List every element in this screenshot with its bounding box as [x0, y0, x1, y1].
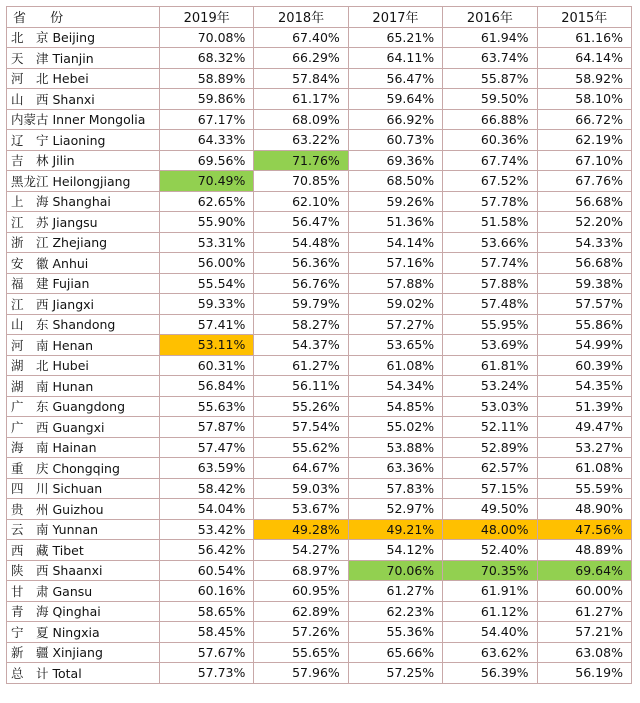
value-cell: 56.84%: [160, 376, 254, 397]
table-row: [7, 417, 632, 438]
province-cell: 内蒙古 Inner Mongolia: [7, 109, 160, 130]
value-cell: 67.52%: [443, 171, 537, 192]
value-cell: 68.50%: [348, 171, 442, 192]
value-cell: 57.67%: [160, 642, 254, 663]
table-row: [7, 642, 632, 663]
table-row: [7, 355, 632, 376]
value-cell: 59.64%: [348, 89, 442, 110]
value-cell: 70.06%: [348, 560, 442, 581]
value-cell: 57.88%: [348, 273, 442, 294]
value-cell: 60.73%: [348, 130, 442, 151]
province-cell: 广 东 Guangdong: [7, 396, 160, 417]
province-cell: 西 藏 Tibet: [7, 540, 160, 561]
value-cell: 55.02%: [348, 417, 442, 438]
header-row: [7, 7, 632, 28]
value-cell: 55.86%: [537, 314, 631, 335]
value-cell: 67.74%: [443, 150, 537, 171]
value-cell: 67.17%: [160, 109, 254, 130]
value-cell: 62.57%: [443, 458, 537, 479]
value-cell: 58.45%: [160, 622, 254, 643]
province-cell: 四 川 Sichuan: [7, 478, 160, 499]
table-row: [7, 663, 632, 684]
value-cell: 57.48%: [443, 294, 537, 315]
value-cell: 54.40%: [443, 622, 537, 643]
value-cell: 56.11%: [254, 376, 348, 397]
province-cell: 宁 夏 Ningxia: [7, 622, 160, 643]
table-row: [7, 581, 632, 602]
table-row: [7, 191, 632, 212]
table-body: [7, 27, 632, 683]
value-cell: 53.31%: [160, 232, 254, 253]
table-row: [7, 458, 632, 479]
value-cell: 56.19%: [537, 663, 631, 684]
value-cell: 54.35%: [537, 376, 631, 397]
value-cell: 68.97%: [254, 560, 348, 581]
province-cell: 重 庆 Chongqing: [7, 458, 160, 479]
value-cell: 60.95%: [254, 581, 348, 602]
value-cell: 57.16%: [348, 253, 442, 274]
value-cell: 63.62%: [443, 642, 537, 663]
value-cell: 57.15%: [443, 478, 537, 499]
value-cell: 60.39%: [537, 355, 631, 376]
value-cell: 57.74%: [443, 253, 537, 274]
value-cell: 57.25%: [348, 663, 442, 684]
value-cell: 55.62%: [254, 437, 348, 458]
table-row: [7, 622, 632, 643]
value-cell: 53.69%: [443, 335, 537, 356]
value-cell: 48.89%: [537, 540, 631, 561]
value-cell: 53.11%: [160, 335, 254, 356]
value-cell: 51.58%: [443, 212, 537, 233]
value-cell: 61.91%: [443, 581, 537, 602]
value-cell: 55.87%: [443, 68, 537, 89]
province-cell: 吉 林 Jilin: [7, 150, 160, 171]
value-cell: 54.99%: [537, 335, 631, 356]
value-cell: 66.72%: [537, 109, 631, 130]
province-cell: 江 苏 Jiangsu: [7, 212, 160, 233]
value-cell: 55.54%: [160, 273, 254, 294]
value-cell: 70.08%: [160, 27, 254, 48]
province-cell: 江 西 Jiangxi: [7, 294, 160, 315]
value-cell: 58.27%: [254, 314, 348, 335]
value-cell: 56.00%: [160, 253, 254, 274]
value-cell: 53.88%: [348, 437, 442, 458]
province-cell: 广 西 Guangxi: [7, 417, 160, 438]
value-cell: 62.10%: [254, 191, 348, 212]
province-cell: 北 京 Beijing: [7, 27, 160, 48]
table-row: [7, 89, 632, 110]
value-cell: 49.50%: [443, 499, 537, 520]
table-container: [6, 6, 632, 684]
value-cell: 58.89%: [160, 68, 254, 89]
table-row: [7, 499, 632, 520]
value-cell: 68.32%: [160, 48, 254, 69]
table-row: [7, 130, 632, 151]
province-cell: 贵 州 Guizhou: [7, 499, 160, 520]
value-cell: 54.14%: [348, 232, 442, 253]
value-cell: 57.87%: [160, 417, 254, 438]
province-cell: 新 疆 Xinjiang: [7, 642, 160, 663]
value-cell: 52.89%: [443, 437, 537, 458]
value-cell: 60.16%: [160, 581, 254, 602]
value-cell: 54.27%: [254, 540, 348, 561]
value-cell: 54.12%: [348, 540, 442, 561]
province-cell: 安 徽 Anhui: [7, 253, 160, 274]
value-cell: 49.47%: [537, 417, 631, 438]
value-cell: 59.02%: [348, 294, 442, 315]
value-cell: 61.08%: [537, 458, 631, 479]
value-cell: 57.73%: [160, 663, 254, 684]
value-cell: 59.03%: [254, 478, 348, 499]
value-cell: 59.79%: [254, 294, 348, 315]
value-cell: 53.65%: [348, 335, 442, 356]
value-cell: 62.89%: [254, 601, 348, 622]
header-province: 省 份: [7, 7, 160, 28]
value-cell: 61.27%: [254, 355, 348, 376]
value-cell: 71.76%: [254, 150, 348, 171]
table-row: [7, 335, 632, 356]
value-cell: 59.38%: [537, 273, 631, 294]
value-cell: 65.21%: [348, 27, 442, 48]
value-cell: 62.19%: [537, 130, 631, 151]
province-cell: 湖 北 Hubei: [7, 355, 160, 376]
value-cell: 57.78%: [443, 191, 537, 212]
table-row: [7, 212, 632, 233]
value-cell: 54.85%: [348, 396, 442, 417]
value-cell: 62.23%: [348, 601, 442, 622]
value-cell: 55.63%: [160, 396, 254, 417]
table-row: [7, 27, 632, 48]
value-cell: 53.66%: [443, 232, 537, 253]
table-row: [7, 294, 632, 315]
value-cell: 66.88%: [443, 109, 537, 130]
value-cell: 62.65%: [160, 191, 254, 212]
table-row: [7, 601, 632, 622]
value-cell: 49.28%: [254, 519, 348, 540]
value-cell: 66.29%: [254, 48, 348, 69]
province-cell: 山 西 Shanxi: [7, 89, 160, 110]
value-cell: 57.96%: [254, 663, 348, 684]
value-cell: 53.42%: [160, 519, 254, 540]
table-row: [7, 253, 632, 274]
header-2017: 2017年: [348, 7, 442, 28]
value-cell: 56.42%: [160, 540, 254, 561]
value-cell: 56.68%: [537, 191, 631, 212]
value-cell: 61.12%: [443, 601, 537, 622]
value-cell: 54.04%: [160, 499, 254, 520]
value-cell: 63.74%: [443, 48, 537, 69]
data-table: [6, 6, 632, 684]
value-cell: 53.67%: [254, 499, 348, 520]
value-cell: 53.03%: [443, 396, 537, 417]
table-row: [7, 109, 632, 130]
value-cell: 56.36%: [254, 253, 348, 274]
value-cell: 67.10%: [537, 150, 631, 171]
value-cell: 58.92%: [537, 68, 631, 89]
value-cell: 52.20%: [537, 212, 631, 233]
value-cell: 52.97%: [348, 499, 442, 520]
header-2016: 2016年: [443, 7, 537, 28]
value-cell: 69.64%: [537, 560, 631, 581]
province-cell: 云 南 Yunnan: [7, 519, 160, 540]
value-cell: 56.39%: [443, 663, 537, 684]
value-cell: 68.09%: [254, 109, 348, 130]
value-cell: 65.66%: [348, 642, 442, 663]
value-cell: 55.95%: [443, 314, 537, 335]
province-cell: 陕 西 Shaanxi: [7, 560, 160, 581]
value-cell: 59.26%: [348, 191, 442, 212]
value-cell: 67.76%: [537, 171, 631, 192]
value-cell: 61.08%: [348, 355, 442, 376]
table-row: [7, 171, 632, 192]
value-cell: 64.14%: [537, 48, 631, 69]
value-cell: 60.36%: [443, 130, 537, 151]
value-cell: 59.33%: [160, 294, 254, 315]
province-cell: 福 建 Fujian: [7, 273, 160, 294]
table-row: [7, 48, 632, 69]
province-cell: 河 南 Henan: [7, 335, 160, 356]
province-cell: 总 计 Total: [7, 663, 160, 684]
value-cell: 70.85%: [254, 171, 348, 192]
value-cell: 60.00%: [537, 581, 631, 602]
value-cell: 59.86%: [160, 89, 254, 110]
value-cell: 52.40%: [443, 540, 537, 561]
value-cell: 66.92%: [348, 109, 442, 130]
value-cell: 54.34%: [348, 376, 442, 397]
value-cell: 57.84%: [254, 68, 348, 89]
value-cell: 56.47%: [348, 68, 442, 89]
value-cell: 67.40%: [254, 27, 348, 48]
value-cell: 69.36%: [348, 150, 442, 171]
value-cell: 60.54%: [160, 560, 254, 581]
value-cell: 53.24%: [443, 376, 537, 397]
header-2015: 2015年: [537, 7, 631, 28]
table-row: [7, 560, 632, 581]
province-cell: 黑龙江 Heilongjiang: [7, 171, 160, 192]
value-cell: 56.47%: [254, 212, 348, 233]
value-cell: 57.57%: [537, 294, 631, 315]
value-cell: 51.39%: [537, 396, 631, 417]
value-cell: 63.59%: [160, 458, 254, 479]
value-cell: 58.10%: [537, 89, 631, 110]
header-2018: 2018年: [254, 7, 348, 28]
value-cell: 64.67%: [254, 458, 348, 479]
value-cell: 47.56%: [537, 519, 631, 540]
value-cell: 52.11%: [443, 417, 537, 438]
value-cell: 55.90%: [160, 212, 254, 233]
value-cell: 61.27%: [537, 601, 631, 622]
value-cell: 55.36%: [348, 622, 442, 643]
value-cell: 57.83%: [348, 478, 442, 499]
value-cell: 58.42%: [160, 478, 254, 499]
value-cell: 64.11%: [348, 48, 442, 69]
value-cell: 57.54%: [254, 417, 348, 438]
table-row: [7, 540, 632, 561]
table-row: [7, 273, 632, 294]
value-cell: 63.36%: [348, 458, 442, 479]
table-row: [7, 150, 632, 171]
province-cell: 山 东 Shandong: [7, 314, 160, 335]
value-cell: 57.41%: [160, 314, 254, 335]
value-cell: 56.68%: [537, 253, 631, 274]
table-row: [7, 68, 632, 89]
value-cell: 69.56%: [160, 150, 254, 171]
value-cell: 61.94%: [443, 27, 537, 48]
value-cell: 48.90%: [537, 499, 631, 520]
province-cell: 湖 南 Hunan: [7, 376, 160, 397]
province-cell: 甘 肃 Gansu: [7, 581, 160, 602]
value-cell: 55.59%: [537, 478, 631, 499]
value-cell: 57.21%: [537, 622, 631, 643]
value-cell: 53.27%: [537, 437, 631, 458]
value-cell: 61.17%: [254, 89, 348, 110]
value-cell: 63.22%: [254, 130, 348, 151]
value-cell: 70.49%: [160, 171, 254, 192]
value-cell: 59.50%: [443, 89, 537, 110]
value-cell: 64.33%: [160, 130, 254, 151]
province-cell: 上 海 Shanghai: [7, 191, 160, 212]
table-row: [7, 232, 632, 253]
value-cell: 57.26%: [254, 622, 348, 643]
value-cell: 61.81%: [443, 355, 537, 376]
province-cell: 天 津 Tianjin: [7, 48, 160, 69]
province-cell: 河 北 Hebei: [7, 68, 160, 89]
value-cell: 54.37%: [254, 335, 348, 356]
province-cell: 浙 江 Zhejiang: [7, 232, 160, 253]
value-cell: 57.88%: [443, 273, 537, 294]
value-cell: 70.35%: [443, 560, 537, 581]
table-row: [7, 376, 632, 397]
province-cell: 青 海 Qinghai: [7, 601, 160, 622]
value-cell: 58.65%: [160, 601, 254, 622]
table-row: [7, 519, 632, 540]
value-cell: 63.08%: [537, 642, 631, 663]
value-cell: 57.47%: [160, 437, 254, 458]
table-row: [7, 478, 632, 499]
value-cell: 54.33%: [537, 232, 631, 253]
table-row: [7, 437, 632, 458]
value-cell: 51.36%: [348, 212, 442, 233]
header-2019: 2019年: [160, 7, 254, 28]
value-cell: 55.65%: [254, 642, 348, 663]
value-cell: 57.27%: [348, 314, 442, 335]
value-cell: 61.16%: [537, 27, 631, 48]
value-cell: 55.26%: [254, 396, 348, 417]
province-cell: 海 南 Hainan: [7, 437, 160, 458]
table-row: [7, 396, 632, 417]
value-cell: 49.21%: [348, 519, 442, 540]
value-cell: 61.27%: [348, 581, 442, 602]
value-cell: 60.31%: [160, 355, 254, 376]
value-cell: 48.00%: [443, 519, 537, 540]
value-cell: 56.76%: [254, 273, 348, 294]
table-row: [7, 314, 632, 335]
province-cell: 辽 宁 Liaoning: [7, 130, 160, 151]
value-cell: 54.48%: [254, 232, 348, 253]
